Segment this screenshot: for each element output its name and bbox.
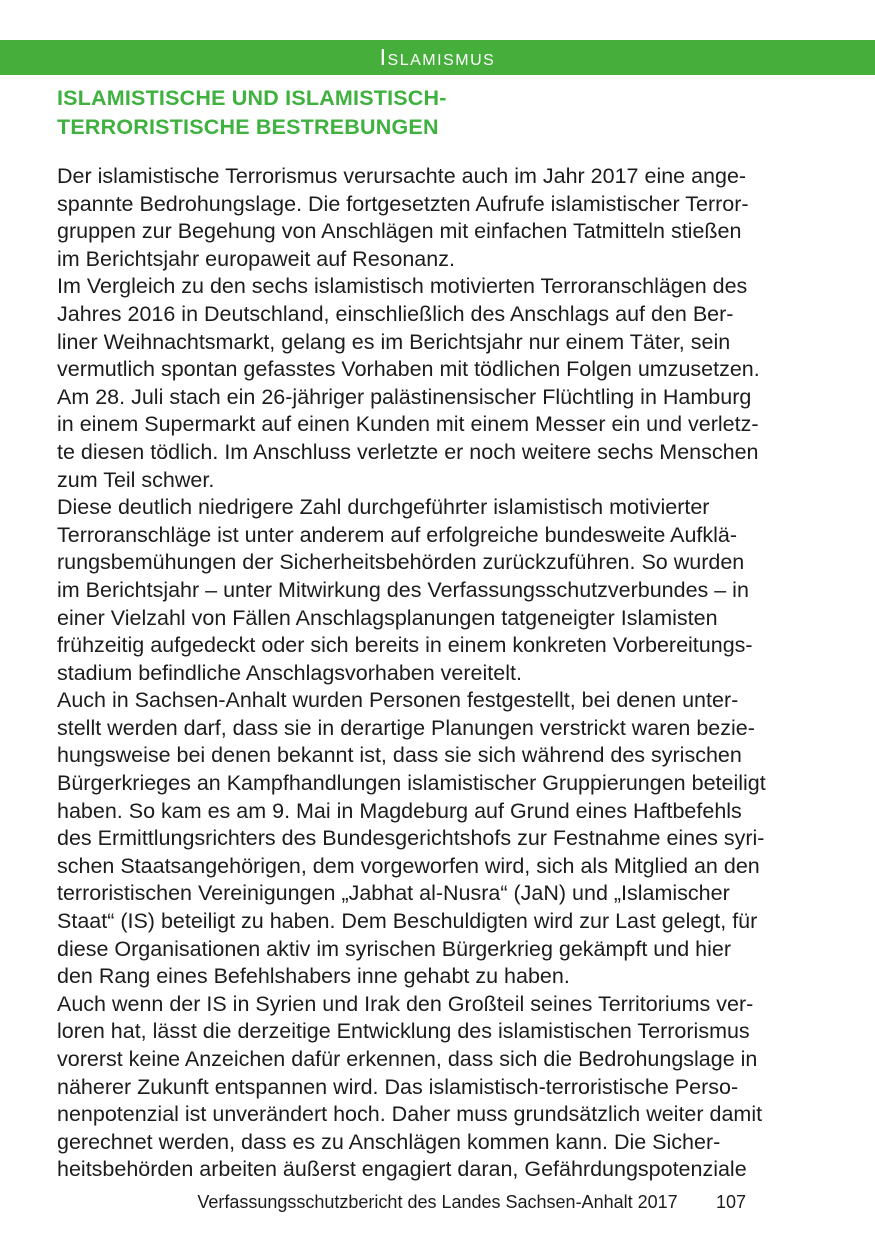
body-line: gerechnet werden, dass es zu Anschlägen kommen kann. Die Sicher-: [57, 1129, 721, 1154]
section-heading-line: ISLAMISTISCHE UND ISLAMISTISCH-: [57, 86, 447, 110]
body-line: Im Vergleich zu den sechs islamistisch motivierten Terroranschlägen des: [57, 274, 748, 299]
body-line: des Ermittlungsrichters des Bundesgerichtshofs zur Festnahme eines syri-: [57, 826, 765, 851]
body-line: heitsbehörden arbeiten äußerst engagiert daran, Gefährdungspotenziale: [57, 1157, 747, 1182]
body-line: in einem Supermarkt auf einen Kunden mit einem Messer ein und verletz-: [57, 412, 759, 437]
body-line: liner Weihnachtsmarkt, gelang es im Berichtsjahr nur einem Täter, sein: [57, 329, 731, 354]
section-heading-line: TERRORISTISCHE BESTREBUNGEN: [57, 114, 439, 139]
body-line: im Berichtsjahr europaweit auf Resonanz.: [57, 246, 455, 271]
body-line: terroristischen Vereinigungen „Jabhat al-Nusra“ (JaN) und „Islamischer: [57, 881, 730, 906]
body-line: stellt werden darf, dass sie in derartige Planungen verstrickt waren bezie-: [57, 715, 755, 740]
body-line: loren hat, lässt die derzeitige Entwicklung des islamistischen Terrorismus: [57, 1019, 750, 1044]
body-line: te diesen tödlich. Im Anschluss verletzte er noch weitere sechs Menschen: [57, 439, 759, 464]
body-line: nenpotenzial ist unverändert hoch. Daher muss grundsätzlich weiter damit: [57, 1102, 763, 1127]
body-line: Staat“ (IS) beteiligt zu haben. Dem Beschuldigten wird zur Last gelegt, für: [57, 909, 758, 934]
body-line: Bürgerkrieges an Kampfhandlungen islamistischer Gruppierungen beteiligt: [57, 771, 766, 796]
body-line: hungsweise bei denen bekannt ist, dass sie sich während des syrischen: [57, 743, 742, 768]
body-line: vermutlich spontan gefasstes Vorhaben mit tödlichen Folgen umzusetzen.: [57, 357, 760, 382]
body-text: [57, 163, 827, 1184]
body-line: schen Staatsangehörigen, dem vorgeworfen wird, sich als Mitglied an den: [57, 853, 760, 878]
section-heading: [57, 84, 447, 141]
body-line: Am 28. Juli stach ein 26-jähriger palästinensischer Flüchtling in Hamburg: [57, 384, 752, 409]
body-line: Auch wenn der IS in Syrien und Irak den Großteil seines Territoriums ver-: [57, 991, 754, 1016]
body-line: näherer Zukunft entspannen wird. Das islamistisch-terroristische Perso-: [57, 1074, 739, 1099]
body-line: im Berichtsjahr – unter Mitwirkung des Verfassungsschutzverbundes – in: [57, 577, 749, 602]
body-line: zum Teil schwer.: [57, 467, 215, 492]
chapter-banner: [0, 40, 875, 75]
chapter-banner-title: Islamismus: [379, 44, 496, 70]
body-line: Auch in Sachsen-Anhalt wurden Personen festgestellt, bei denen unter-: [57, 688, 739, 713]
body-line: rungsbemühungen der Sicherheitsbehörden zurückzuführen. So wurden: [57, 550, 745, 575]
body-line: vorerst keine Anzeichen dafür erkennen, dass sich die Bedrohungslage in: [57, 1047, 758, 1071]
body-line: gruppen zur Begehung von Anschlägen mit einfachen Tatmitteln stießen: [57, 219, 742, 244]
body-line: Diese deutlich niedrigere Zahl durchgeführter islamistisch motivierter: [57, 495, 710, 520]
body-line: einer Vielzahl von Fällen Anschlagsplanungen tatgeneigter Islamisten: [57, 605, 718, 630]
footer-text: Verfassungsschutzbericht des Landes Sachsen-Anhalt 2017: [197, 1192, 678, 1212]
body-line: haben. So kam es am 9. Mai in Magdeburg auf Grund eines Haftbefehls: [57, 798, 742, 823]
body-line: Terroranschläge ist unter anderem auf erfolgreiche bundesweite Aufklä-: [57, 522, 738, 547]
body-line: spannte Bedrohungslage. Die fortgesetzten Aufrufe islamistischer Terror-: [57, 191, 749, 216]
body-line: frühzeitig aufgedeckt oder sich bereits in einem konkreten Vorbereitungs-: [57, 633, 753, 658]
body-line: Der islamistische Terrorismus verursachte auch im Jahr 2017 eine ange-: [57, 164, 747, 188]
body-line: den Rang eines Befehlshabers inne gehabt zu haben.: [57, 964, 570, 989]
body-line: stadium befindliche Anschlagsvorhaben vereitelt.: [57, 660, 522, 685]
body-line: Jahres 2016 in Deutschland, einschließlich des Anschlags auf den Ber-: [57, 301, 734, 326]
body-line: diese Organisationen aktiv im syrischen Bürgerkrieg gekämpft und hier: [57, 936, 731, 961]
page-number: 107: [716, 1192, 747, 1212]
